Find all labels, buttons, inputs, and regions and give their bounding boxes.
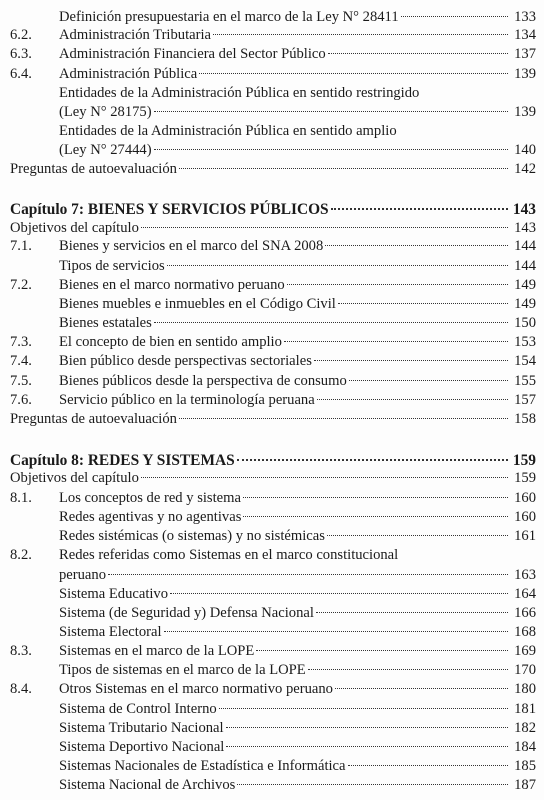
entry-page: 184 bbox=[514, 739, 536, 755]
toc-entry bbox=[0, 700, 544, 719]
dot-leader bbox=[243, 497, 508, 498]
section-number: 7.2. bbox=[10, 277, 32, 293]
dot-leader bbox=[256, 650, 508, 651]
entry-page: 154 bbox=[514, 353, 536, 369]
entry-page: 139 bbox=[514, 66, 536, 82]
dot-leader bbox=[243, 516, 508, 517]
toc-entry bbox=[0, 65, 544, 84]
section-number: 7.3. bbox=[10, 334, 32, 350]
dot-leader bbox=[316, 612, 508, 613]
dot-leader bbox=[331, 208, 508, 210]
toc-entry bbox=[0, 680, 544, 699]
toc-entry bbox=[0, 776, 544, 795]
section-number: 8.4. bbox=[10, 681, 32, 697]
dot-leader bbox=[226, 746, 508, 747]
dot-leader bbox=[338, 303, 508, 304]
section-number: 8.1. bbox=[10, 490, 32, 506]
dot-leader bbox=[154, 111, 508, 112]
entry-page: 153 bbox=[514, 334, 536, 350]
entry-title: Redes sistémicas (o sistemas) y no sistémicas bbox=[59, 528, 325, 544]
entry-title: Sistema de Control Interno bbox=[59, 701, 217, 717]
dot-leader bbox=[213, 34, 508, 35]
entry-title: Sistema Nacional de Archivos bbox=[59, 777, 236, 793]
entry-title: peruano bbox=[59, 567, 107, 583]
entry-title: Bienes estatales bbox=[59, 315, 152, 331]
entry-title: Redes referidas como Sistemas en el marco constitucional bbox=[59, 547, 399, 563]
toc-entry bbox=[0, 314, 544, 333]
entry-page: 166 bbox=[514, 605, 536, 621]
entry-title: Sistema (de Seguridad y) Defensa Nacional bbox=[59, 605, 314, 621]
chapter-heading bbox=[0, 451, 544, 470]
dot-leader bbox=[179, 418, 508, 419]
entry-page: 149 bbox=[514, 277, 536, 293]
entry-page: 144 bbox=[514, 258, 536, 274]
dot-leader bbox=[401, 16, 508, 17]
entry-page: 133 bbox=[514, 9, 536, 25]
entry-title: Tipos de servicios bbox=[59, 258, 165, 274]
entry-page: 160 bbox=[514, 490, 536, 506]
dot-leader bbox=[348, 765, 508, 766]
section-number: 6.3. bbox=[10, 46, 32, 62]
entry-page: 150 bbox=[514, 315, 536, 331]
toc-entry bbox=[0, 257, 544, 276]
entry-title: Preguntas de autoevaluación bbox=[10, 411, 177, 427]
toc-entry bbox=[0, 219, 544, 238]
entry-page: 159 bbox=[512, 452, 536, 469]
dot-leader bbox=[154, 322, 508, 323]
toc-entry bbox=[0, 45, 544, 64]
dot-leader bbox=[219, 708, 508, 709]
toc-entry bbox=[0, 103, 544, 122]
entry-title: Entidades de la Administración Pública en sentido amplio bbox=[59, 123, 397, 139]
dot-leader bbox=[199, 73, 508, 74]
entry-page: 158 bbox=[514, 411, 536, 427]
section-number: 7.5. bbox=[10, 373, 32, 389]
entry-title: Administración Tributaria bbox=[59, 27, 212, 43]
dot-leader bbox=[154, 149, 508, 150]
toc-entry bbox=[0, 295, 544, 314]
toc-entry bbox=[0, 585, 544, 604]
toc-entry bbox=[0, 8, 544, 27]
dot-leader bbox=[327, 535, 508, 536]
toc-entry bbox=[0, 757, 544, 776]
entry-page: 142 bbox=[514, 161, 536, 177]
entry-title: Entidades de la Administración Pública en sentido restringido bbox=[59, 85, 420, 101]
entry-title: Sistema Electoral bbox=[59, 624, 162, 640]
entry-page: 164 bbox=[514, 586, 536, 602]
toc-entry bbox=[0, 527, 544, 546]
entry-title: El concepto de bien en sentido amplio bbox=[59, 334, 282, 350]
entry-title: Redes agentivas y no agentivas bbox=[59, 509, 242, 525]
chapter-heading bbox=[0, 200, 544, 219]
section-number: 6.2. bbox=[10, 27, 32, 43]
entry-title: Sistemas Nacionales de Estadística e Informática bbox=[59, 758, 346, 774]
dot-leader bbox=[226, 727, 508, 728]
dot-leader bbox=[325, 245, 508, 246]
entry-page: 134 bbox=[514, 27, 536, 43]
dot-leader bbox=[164, 631, 508, 632]
dot-leader bbox=[237, 784, 508, 785]
toc-entry bbox=[0, 26, 544, 45]
entry-title: Bien público desde perspectivas sectoriales bbox=[59, 353, 312, 369]
section-number: 7.1. bbox=[10, 238, 32, 254]
entry-title: (Ley N° 27444) bbox=[59, 142, 152, 158]
entry-title: Objetivos del capítulo bbox=[10, 470, 139, 486]
dot-leader bbox=[308, 669, 508, 670]
dot-leader bbox=[141, 227, 508, 228]
section-number: 7.6. bbox=[10, 392, 32, 408]
entry-page: 159 bbox=[514, 470, 536, 486]
toc-entry bbox=[0, 508, 544, 527]
entry-page: 181 bbox=[514, 701, 536, 717]
entry-title: Sistema Educativo bbox=[59, 586, 169, 602]
dot-leader bbox=[167, 265, 508, 266]
entry-title: Los conceptos de red y sistema bbox=[59, 490, 241, 506]
dot-leader bbox=[328, 53, 508, 54]
toc-entry bbox=[0, 372, 544, 391]
entry-page: 182 bbox=[514, 720, 536, 736]
chapter-title: Capítulo 7: BIENES Y SERVICIOS PÚBLICOS bbox=[10, 201, 329, 218]
toc-entry bbox=[0, 160, 544, 179]
entry-page: 185 bbox=[514, 758, 536, 774]
entry-page: 155 bbox=[514, 373, 536, 389]
chapter-title: Capítulo 8: REDES Y SISTEMAS bbox=[10, 452, 235, 469]
toc-entry bbox=[0, 84, 544, 103]
entry-title: Preguntas de autoevaluación bbox=[10, 161, 177, 177]
toc-entry bbox=[0, 489, 544, 508]
entry-page: 187 bbox=[514, 777, 536, 793]
toc-entry bbox=[0, 352, 544, 371]
entry-title: Bienes muebles e inmuebles en el Código Civil bbox=[59, 296, 336, 312]
dot-leader bbox=[314, 360, 508, 361]
dot-leader bbox=[349, 380, 508, 381]
dot-leader bbox=[317, 399, 508, 400]
entry-title: (Ley N° 28175) bbox=[59, 104, 152, 120]
entry-page: 139 bbox=[514, 104, 536, 120]
entry-title: Servicio público en la terminología peruana bbox=[59, 392, 315, 408]
toc-entry bbox=[0, 661, 544, 680]
dot-leader bbox=[237, 459, 508, 461]
section-number: 6.4. bbox=[10, 66, 32, 82]
entry-title: Administración Pública bbox=[59, 66, 198, 82]
entry-title: Bienes públicos desde la perspectiva de consumo bbox=[59, 373, 347, 389]
entry-title: Definición presupuestaria en el marco de la Ley N° 28411 bbox=[59, 9, 399, 25]
section-number: 8.2. bbox=[10, 547, 32, 563]
toc-entry bbox=[0, 738, 544, 757]
toc-entry bbox=[0, 333, 544, 352]
dot-leader bbox=[179, 168, 508, 169]
entry-page: 157 bbox=[514, 392, 536, 408]
toc-entry bbox=[0, 604, 544, 623]
toc-entry bbox=[0, 237, 544, 256]
entry-page: 143 bbox=[514, 220, 536, 236]
entry-title: Bienes en el marco normativo peruano bbox=[59, 277, 285, 293]
dot-leader bbox=[335, 688, 508, 689]
toc-entry bbox=[0, 623, 544, 642]
entry-page: 143 bbox=[512, 201, 536, 218]
dot-leader bbox=[170, 593, 508, 594]
dot-leader bbox=[284, 341, 508, 342]
toc-entry bbox=[0, 122, 544, 141]
toc-entry bbox=[0, 391, 544, 410]
toc-entry bbox=[0, 642, 544, 661]
toc-entry bbox=[0, 410, 544, 429]
entry-title: Sistema Tributario Nacional bbox=[59, 720, 224, 736]
dot-leader bbox=[287, 284, 508, 285]
dot-leader bbox=[141, 477, 508, 478]
section-number: 7.4. bbox=[10, 353, 32, 369]
dot-leader bbox=[108, 574, 508, 575]
toc-entry bbox=[0, 566, 544, 585]
entry-title: Bienes y servicios en el marco del SNA 2008 bbox=[59, 238, 324, 254]
entry-title: Otros Sistemas en el marco normativo peruano bbox=[59, 681, 333, 697]
entry-page: 163 bbox=[514, 567, 536, 583]
section-number: 8.3. bbox=[10, 643, 32, 659]
toc-entry bbox=[0, 546, 544, 565]
toc-entry bbox=[0, 469, 544, 488]
entry-title: Objetivos del capítulo bbox=[10, 220, 139, 236]
entry-title: Administración Financiera del Sector Público bbox=[59, 46, 326, 62]
entry-page: 170 bbox=[514, 662, 536, 678]
entry-page: 161 bbox=[514, 528, 536, 544]
toc-entry bbox=[0, 719, 544, 738]
entry-page: 140 bbox=[514, 142, 536, 158]
entry-page: 137 bbox=[514, 46, 536, 62]
entry-title: Sistemas en el marco de la LOPE bbox=[59, 643, 255, 659]
entry-title: Sistema Deportivo Nacional bbox=[59, 739, 225, 755]
entry-page: 168 bbox=[514, 624, 536, 640]
entry-page: 160 bbox=[514, 509, 536, 525]
toc-entry bbox=[0, 276, 544, 295]
entry-page: 169 bbox=[514, 643, 536, 659]
entry-page: 144 bbox=[514, 238, 536, 254]
entry-title: Tipos de sistemas en el marco de la LOPE bbox=[59, 662, 306, 678]
entry-page: 180 bbox=[514, 681, 536, 697]
toc-entry bbox=[0, 141, 544, 160]
entry-page: 149 bbox=[514, 296, 536, 312]
